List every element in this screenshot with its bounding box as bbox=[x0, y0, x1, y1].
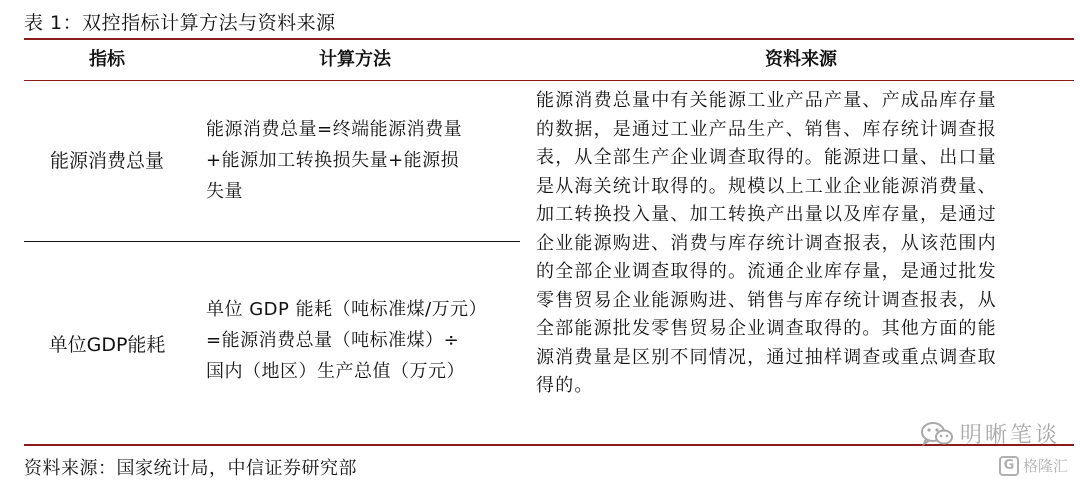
row-2-method bbox=[206, 294, 511, 387]
row-1-method-line: 能源消费总量=终端能源消费量 bbox=[206, 119, 463, 140]
source-line: 加工转换投入量、加工转换产出量以及库存量，是通过 bbox=[536, 204, 997, 225]
row-2-indicator: 单位GDP能耗 bbox=[48, 334, 166, 356]
row-1-indicator: 能源消费总量 bbox=[49, 150, 164, 172]
watermark-account-name: 明晰笔谈 bbox=[959, 423, 1060, 448]
row-1-method bbox=[206, 114, 511, 207]
watermark-platform-name: 格隆汇 bbox=[1022, 457, 1068, 475]
row-divider bbox=[24, 241, 520, 242]
row-1-method-line: +能源加工转换损失量+能源损 bbox=[206, 150, 460, 171]
watermark-account bbox=[920, 418, 1060, 449]
gelonghui-logo-icon: G bbox=[999, 456, 1019, 476]
source-line: 全部能源批发零售贸易企业调查取得的。其他方面的能 bbox=[536, 318, 997, 339]
header-indicator: 指标 bbox=[89, 49, 125, 70]
source-line: 源消费量是区别不同情况，通过抽样调查或重点调查取 bbox=[536, 346, 997, 368]
table-header-rule bbox=[24, 80, 1074, 81]
row-2-method-line: 国内（地区）生产总值（万元） bbox=[206, 361, 465, 382]
header-method: 计算方法 bbox=[319, 49, 391, 70]
row-2-method-line: 单位 GDP 能耗（吨标准煤/万元） bbox=[206, 299, 488, 320]
source-line: 的全部企业调查取得的。流通企业库存量，是通过批发 bbox=[536, 261, 997, 282]
source-line: 表，从全部生产企业调查取得的。能源进口量、出口量 bbox=[536, 147, 997, 168]
watermark-platform bbox=[999, 455, 1068, 476]
row-1-method-line: 失量 bbox=[206, 181, 243, 202]
table-caption: 表 1：双控指标计算方法与资料来源 bbox=[24, 12, 336, 34]
row-2-method-line: =能源消费总量（吨标准煤）÷ bbox=[206, 330, 460, 351]
source-line: 的数据，是通过工业产品生产、销售、库存统计调查报 bbox=[536, 118, 997, 140]
source-line: 企业能源购进、消费与库存统计调查报表，从该范围内 bbox=[536, 232, 997, 254]
source-line: 零售贸易企业能源购进、销售与库存统计调查报表，从 bbox=[536, 289, 997, 311]
wechat-icon bbox=[920, 421, 954, 447]
footnote: 资料来源：国家统计局，中信证券研究部 bbox=[24, 458, 357, 479]
source-line: 是从海关统计取得的。规模以上工业企业能源消费量、 bbox=[536, 175, 997, 197]
table-bottom-rule bbox=[24, 444, 1074, 446]
source-line: 能源消费总量中有关能源工业产品产量、产成品库存量 bbox=[536, 90, 997, 111]
source-line: 得的。 bbox=[536, 375, 594, 396]
source-cell bbox=[536, 87, 1066, 401]
header-source: 资料来源 bbox=[765, 49, 837, 70]
